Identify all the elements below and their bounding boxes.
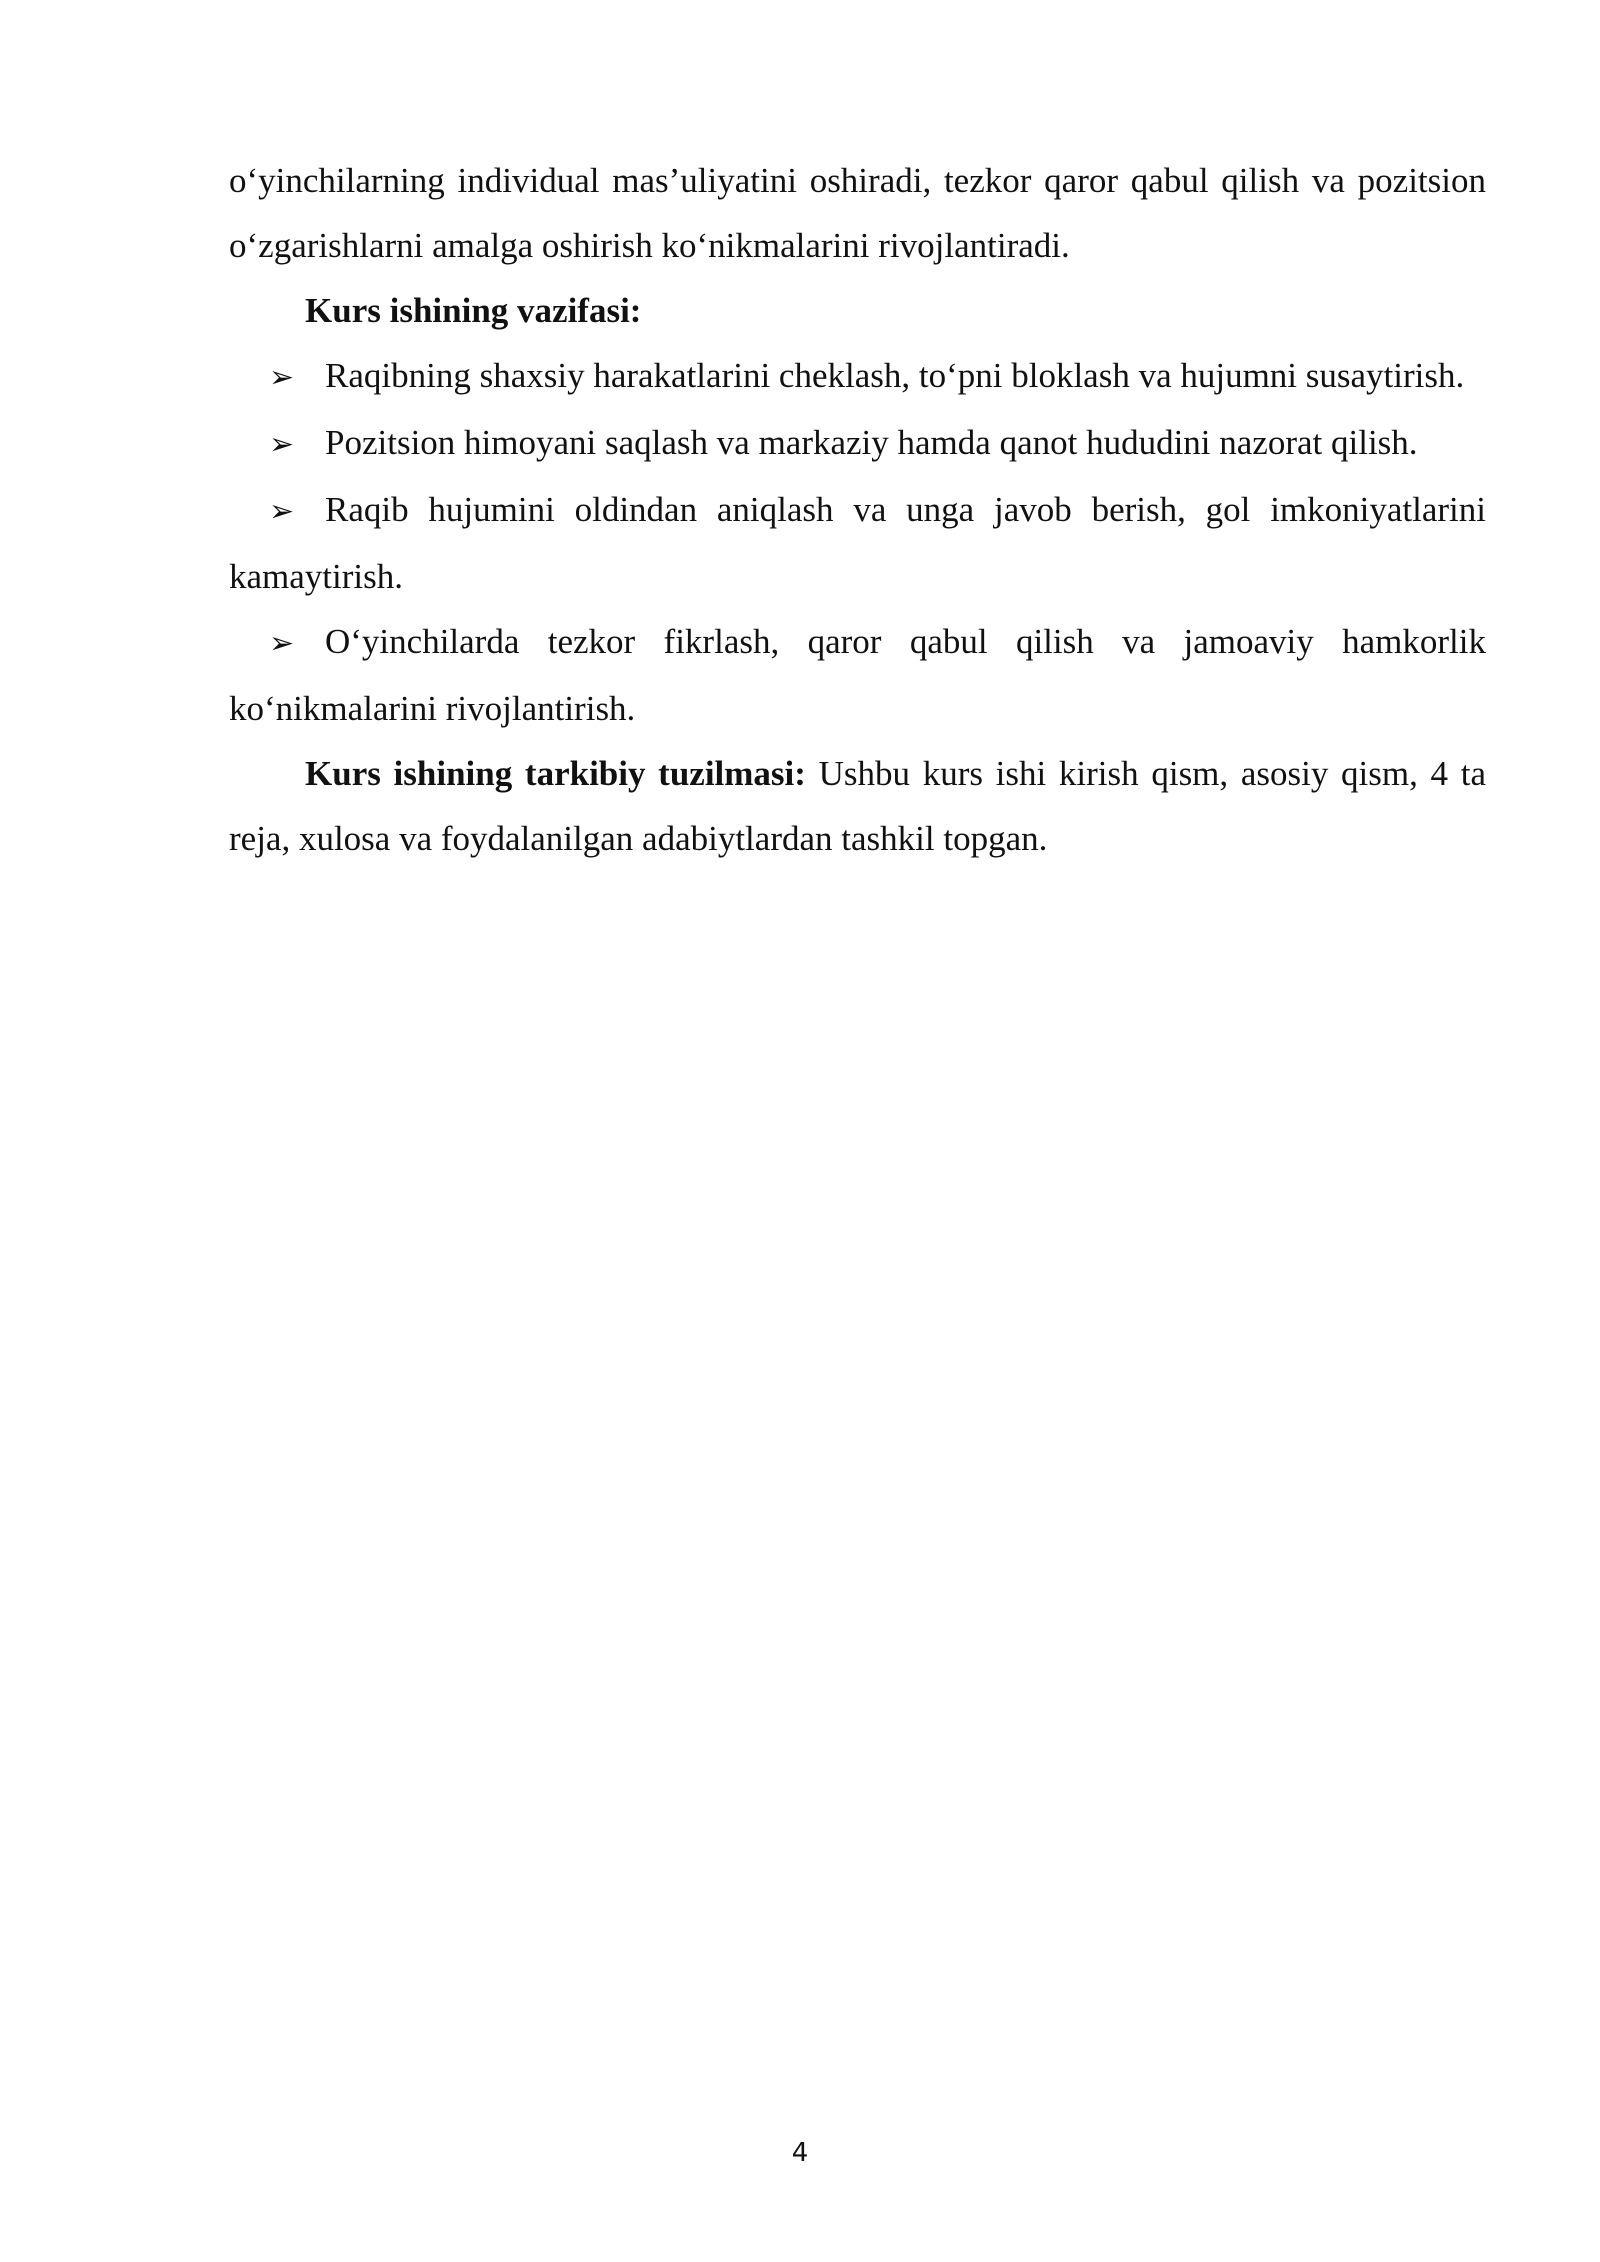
tasks-heading: Kurs ishining vazifasi: <box>305 291 642 330</box>
arrow-bullet-icon: ➢ <box>269 427 295 462</box>
task-text: Raqib hujumini oldindan aniqlash va unga javob berish, gol imkoniyatlarini kamaytirish. <box>229 490 1486 596</box>
page-body <box>229 148 1486 871</box>
task-item <box>229 477 1486 609</box>
page-number: 4 <box>791 2138 809 2168</box>
arrow-bullet-icon: ➢ <box>269 626 295 661</box>
arrow-bullet-icon: ➢ <box>269 360 295 395</box>
task-text: Pozitsion himoyani saqlash va markaziy hamda qanot hududini nazorat qilish. <box>325 423 1418 462</box>
intro-paragraph: o‘yinchilarning individual mas’uliyatini oshiradi, tezkor qaror qabul qilish va pozitsion o‘zgarishlarni amalga oshirish ko‘nikmalarini rivojlantiradi. <box>229 161 1486 265</box>
task-item <box>229 343 1486 410</box>
structure-text: Ushbu kurs ishi kirish qism, asosiy qism, 4 ta reja, xulosa va foydalanilgan adabiytlardan tashkil topgan. <box>229 754 1486 858</box>
structure-paragraph <box>229 741 1486 871</box>
task-item <box>229 410 1486 477</box>
structure-lead: Kurs ishining tarkibiy tuzilmasi: <box>305 754 806 793</box>
task-item <box>229 609 1486 741</box>
task-text: Raqibning shaxsiy harakatlarini cheklash, to‘pni bloklash va hujumni susaytirish. <box>325 356 1465 395</box>
arrow-bullet-icon: ➢ <box>269 494 295 529</box>
task-text: O‘yinchilarda tezkor fikrlash, qaror qabul qilish va jamoaviy hamkorlik ko‘nikmalarini rivojlantirish. <box>229 622 1486 728</box>
